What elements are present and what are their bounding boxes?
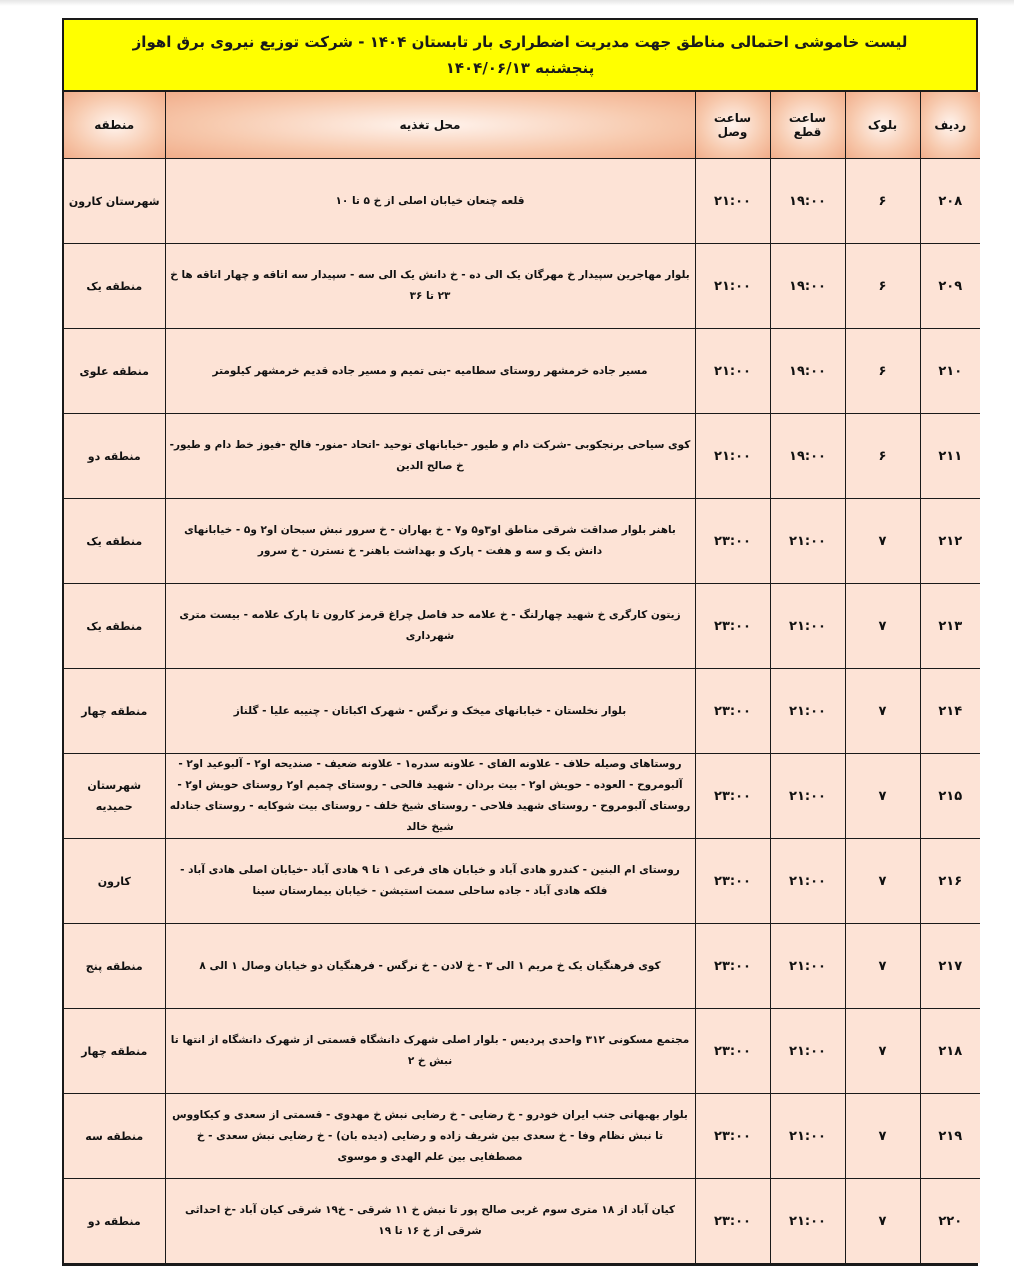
region: منطقه چهار <box>64 1009 165 1094</box>
title-banner <box>64 20 976 92</box>
region: منطقه یک <box>64 244 165 329</box>
location: روستای ام البنین - کندرو هادی آباد و خیابان های فرعی ۱ تا ۹ هادی آباد -خیابان اصلی هادی آباد - فلکه هادی آباد - جاده ساحلی سمت استیشن - خیابان بیمارستان سینا <box>165 839 695 924</box>
cut-time: ۱۹:۰۰ <box>770 329 845 414</box>
location: مجتمع مسکونی ۳۱۲ واحدی پردیس - بلوار اصلی شهرک دانشگاه قسمتی از شهرک دانشگاه از انتها تا نبش خ ۲ <box>165 1009 695 1094</box>
cut-time: ۲۱:۰۰ <box>770 1094 845 1179</box>
block: ۷ <box>845 924 920 1009</box>
region: منطقه دو <box>64 414 165 499</box>
table-row <box>64 839 980 924</box>
location: روستاهای وصیله حلاف - علاونه الفای - علاونه سدره۱ - علاونه ضعیف - صندیحه او۲ - آلبوعید او۲ - آلبومروح - العوده - حویش او۲ - بیت بردان - شهید فالحی - روستای چمیم او۲ روستای حویش او۲ - روستای آلبومروح - روستای شهید فلاحی - روستای شیخ خلف - روستای بیت شوکایه - روستای جنادله شیخ خالد <box>165 754 695 839</box>
table-row <box>64 159 980 244</box>
region: شهرستان کارون <box>64 159 165 244</box>
cut-time: ۱۹:۰۰ <box>770 244 845 329</box>
region: کارون <box>64 839 165 924</box>
reconnect-time: ۲۳:۰۰ <box>695 1094 770 1179</box>
reconnect-time: ۲۱:۰۰ <box>695 414 770 499</box>
cut-time: ۱۹:۰۰ <box>770 159 845 244</box>
table-header-row <box>64 92 980 159</box>
region: منطقه دو <box>64 1179 165 1264</box>
region: شهرستان حمیدیه <box>64 754 165 839</box>
block: ۷ <box>845 839 920 924</box>
row-number: ۲۱۷ <box>920 924 980 1009</box>
block: ۶ <box>845 329 920 414</box>
reconnect-time: ۲۳:۰۰ <box>695 499 770 584</box>
header-cut-time: ساعت قطع <box>770 92 845 159</box>
block: ۷ <box>845 754 920 839</box>
reconnect-time: ۲۳:۰۰ <box>695 924 770 1009</box>
location: بلوار بهبهانی جنب ایران خودرو - خ رضایی - خ رضایی نبش خ مهدوی - قسمتی از سعدی و کیکاووس تا نبش نظام وفا - خ سعدی بین شریف زاده و رضایی (دیده بان) - خ رضایی نبش سعدی - خ مصطفایی بین علم الهدی و موسوی <box>165 1094 695 1179</box>
reconnect-time: ۲۳:۰۰ <box>695 584 770 669</box>
outage-table <box>64 92 980 1263</box>
reconnect-time: ۲۳:۰۰ <box>695 1009 770 1094</box>
block: ۶ <box>845 159 920 244</box>
block: ۷ <box>845 1009 920 1094</box>
location: باهنر بلوار صداقت شرقی مناطق او۳و۵ و۷ - خ بهاران - خ سرور نبش سبحان او۲ و۵ - خیابانهای دانش یک و سه و هفت - پارک و بهداشت باهنر- خ نسترن - خ سرور <box>165 499 695 584</box>
table-body <box>64 159 980 1264</box>
region: منطقه یک <box>64 584 165 669</box>
region: منطقه سه <box>64 1094 165 1179</box>
table-row <box>64 1094 980 1179</box>
block: ۷ <box>845 1179 920 1264</box>
document-date: پنجشنبه ۱۴۰۴/۰۶/۱۳ <box>445 59 595 77</box>
cut-time: ۲۱:۰۰ <box>770 499 845 584</box>
page-top-shadow <box>0 0 1014 6</box>
block: ۷ <box>845 669 920 754</box>
cut-time: ۲۱:۰۰ <box>770 754 845 839</box>
table-row <box>64 329 980 414</box>
table-row <box>64 414 980 499</box>
cut-time: ۲۱:۰۰ <box>770 1009 845 1094</box>
location: بلوار نخلستان - خیابانهای میخک و نرگس - شهرک اکباتان - چنیبه علیا - گلناز <box>165 669 695 754</box>
header-location: محل تغذیه <box>165 92 695 159</box>
block: ۶ <box>845 244 920 329</box>
row-number: ۲۱۵ <box>920 754 980 839</box>
row-number: ۲۲۰ <box>920 1179 980 1264</box>
header-row-number: ردیف <box>920 92 980 159</box>
reconnect-time: ۲۳:۰۰ <box>695 839 770 924</box>
location: بلوار مهاجرین سپیدار خ مهرگان یک الی ده - خ دانش یک الی سه - سپیدار سه اتاقه و چهار اتاقه ها خ ۲۳ تا ۳۶ <box>165 244 695 329</box>
table-row <box>64 584 980 669</box>
region: منطقه علوی <box>64 329 165 414</box>
location: کوی سیاحی برنجکوبی -شرکت دام و طیور -خیابانهای توحید -اتحاد -منور- فالح -فیوز خط دام و طیور-خ صالح الدین <box>165 414 695 499</box>
row-number: ۲۱۲ <box>920 499 980 584</box>
row-number: ۲۰۹ <box>920 244 980 329</box>
location: کیان آباد از ۱۸ متری سوم غربی صالح پور تا نبش خ ۱۱ شرقی - خ۱۹ شرقی کیان آباد -خ احداثی شرقی از خ ۱۶ تا ۱۹ <box>165 1179 695 1264</box>
reconnect-time: ۲۱:۰۰ <box>695 244 770 329</box>
cut-time: ۲۱:۰۰ <box>770 839 845 924</box>
cut-time: ۲۱:۰۰ <box>770 924 845 1009</box>
row-number: ۲۱۸ <box>920 1009 980 1094</box>
region: منطقه یک <box>64 499 165 584</box>
location: مسیر جاده خرمشهر روستای سطامیه -بنی تمیم و مسیر جاده قدیم خرمشهر کیلومتر <box>165 329 695 414</box>
table-row <box>64 1179 980 1264</box>
cut-time: ۱۹:۰۰ <box>770 414 845 499</box>
block: ۶ <box>845 414 920 499</box>
cut-time: ۲۱:۰۰ <box>770 1179 845 1264</box>
document-title: لیست خاموشی احتمالی مناطق جهت مدیریت اضطراری بار تابستان ۱۴۰۴ - شرکت توزیع نیروی برق اهواز <box>132 33 908 51</box>
header-block: بلوک <box>845 92 920 159</box>
row-number: ۲۱۰ <box>920 329 980 414</box>
reconnect-time: ۲۳:۰۰ <box>695 754 770 839</box>
block: ۷ <box>845 1094 920 1179</box>
block: ۷ <box>845 584 920 669</box>
outage-schedule-sheet <box>62 18 978 1266</box>
row-number: ۲۱۱ <box>920 414 980 499</box>
cut-time: ۲۱:۰۰ <box>770 669 845 754</box>
block: ۷ <box>845 499 920 584</box>
cut-time: ۲۱:۰۰ <box>770 584 845 669</box>
row-number: ۲۰۸ <box>920 159 980 244</box>
table-row <box>64 244 980 329</box>
row-number: ۲۱۳ <box>920 584 980 669</box>
table-row <box>64 1009 980 1094</box>
region: منطقه چهار <box>64 669 165 754</box>
table-row <box>64 669 980 754</box>
table-row <box>64 754 980 839</box>
location: کوی فرهنگیان یک خ مریم ۱ الی ۳ - خ لادن - خ نرگس - فرهنگیان دو خیابان وصال ۱ الی ۸ <box>165 924 695 1009</box>
reconnect-time: ۲۳:۰۰ <box>695 1179 770 1264</box>
region: منطقه پنج <box>64 924 165 1009</box>
reconnect-time: ۲۳:۰۰ <box>695 669 770 754</box>
row-number: ۲۱۴ <box>920 669 980 754</box>
reconnect-time: ۲۱:۰۰ <box>695 159 770 244</box>
location: زیتون کارگری خ شهید چهارلنگ - خ علامه حد فاصل چراغ قرمز کارون تا پارک علامه - بیست متری شهرداری <box>165 584 695 669</box>
reconnect-time: ۲۱:۰۰ <box>695 329 770 414</box>
row-number: ۲۱۶ <box>920 839 980 924</box>
row-number: ۲۱۹ <box>920 1094 980 1179</box>
location: قلعه چنعان خیابان اصلی از خ ۵ تا ۱۰ <box>165 159 695 244</box>
table-row <box>64 499 980 584</box>
header-region: منطقه <box>64 92 165 159</box>
table-row <box>64 924 980 1009</box>
header-reconnect-time: ساعت وصل <box>695 92 770 159</box>
